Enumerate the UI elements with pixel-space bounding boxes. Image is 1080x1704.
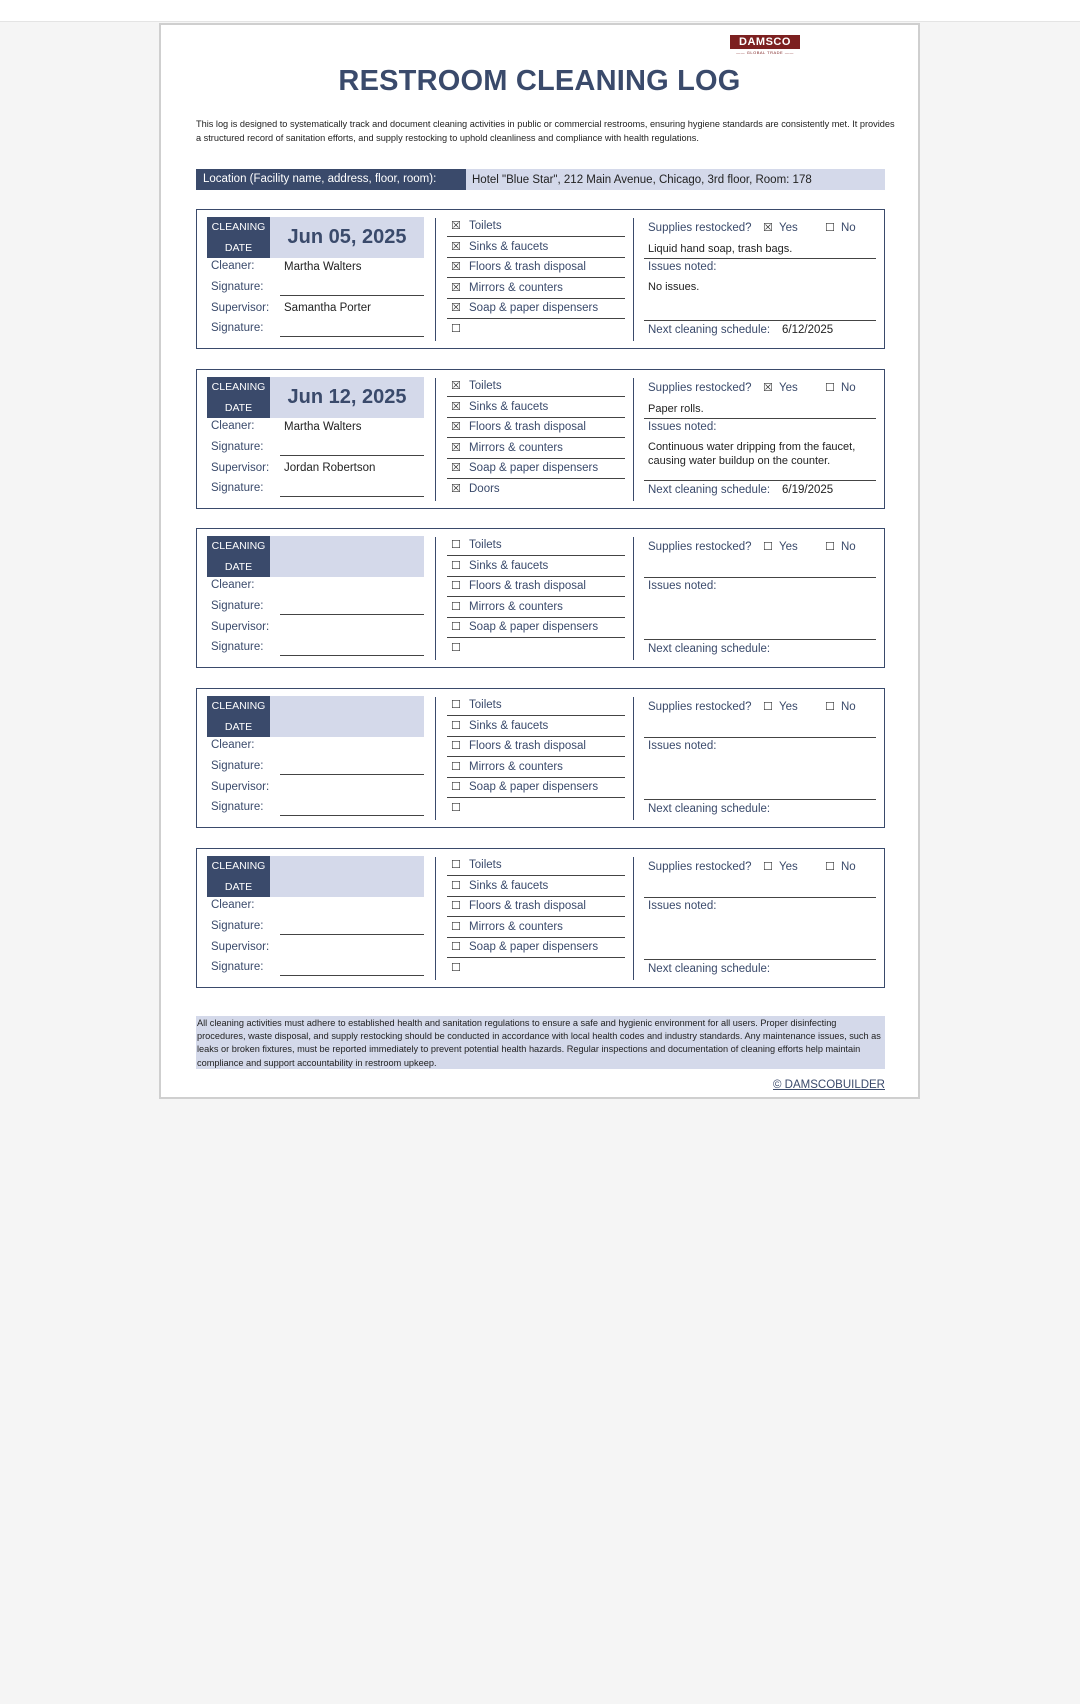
next-schedule-value[interactable]: 6/19/2025 [782,484,834,496]
column-divider [633,857,634,980]
task-label: Soap & paper dispensers [469,462,599,474]
checkbox-icon[interactable]: ☐ [451,720,461,732]
task-item[interactable] [447,897,625,917]
checkbox-icon[interactable]: ☐ [825,382,835,394]
cleaning-date-label [207,377,270,418]
task-label: Sinks & faucets [469,401,549,413]
cleaner-value[interactable]: Martha Walters [284,421,362,433]
log-entry-1 [196,209,885,349]
checkbox-icon[interactable]: ☐ [451,621,461,633]
signature-label: Signature: [211,600,264,612]
supervisor-value[interactable]: Jordan Robertson [284,462,376,474]
supervisor-value[interactable] [280,618,424,637]
task-label: Floors & trash disposal [469,900,586,912]
column-divider [633,537,634,660]
checkbox-icon[interactable]: ☐ [451,802,461,814]
column-divider [633,218,634,341]
signature-label: Signature: [211,441,264,453]
checkbox-icon[interactable]: ☐ [451,699,461,711]
checkbox-icon[interactable]: ☒ [451,442,461,454]
log-entry-2 [196,369,885,509]
checkbox-icon[interactable]: ☒ [451,220,461,232]
checkbox-icon[interactable]: ☐ [451,539,461,551]
task-item[interactable] [447,598,625,618]
task-label: Sinks & faucets [469,880,549,892]
supplies-restocked-row [648,218,876,238]
task-item[interactable] [447,717,625,737]
signature-label: Signature: [211,961,264,973]
column-divider [435,697,436,820]
logo-name: DAMSCO [730,35,800,49]
checkbox-icon[interactable]: ☒ [451,462,461,474]
supplies-label: Supplies restocked? [648,541,752,553]
task-item[interactable] [447,536,625,556]
supplies-restocked-row [648,537,876,557]
checkbox-icon[interactable]: ☐ [763,541,773,553]
next-schedule-label: Next cleaning schedule: [648,963,771,975]
task-item[interactable] [447,577,625,597]
checkbox-icon[interactable]: ☐ [451,580,461,592]
task-label: Mirrors & counters [469,761,563,773]
supervisor-signature-line[interactable] [280,797,424,816]
signature-label: Signature: [211,801,264,813]
task-item[interactable] [447,959,625,979]
checkbox-icon[interactable]: ☒ [451,421,461,433]
supervisor-value[interactable]: Samantha Porter [284,302,371,314]
supplies-label: Supplies restocked? [648,382,752,394]
checkbox-icon[interactable]: ☐ [825,701,835,713]
cleaner-signature-line[interactable] [280,916,424,935]
checkbox-icon[interactable]: ☒ [451,282,461,294]
checkbox-icon[interactable]: ☐ [451,880,461,892]
location-value[interactable]: Hotel "Blue Star", 212 Main Avenue, Chicago, 3rd floor, Room: 178 [472,173,812,186]
task-item[interactable] [447,877,625,897]
task-label: Mirrors & counters [469,442,563,454]
document-page [159,23,920,1099]
checkbox-icon[interactable]: ☒ [451,261,461,273]
task-label: Floors & trash disposal [469,740,586,752]
checkbox-icon[interactable]: ☐ [763,861,773,873]
supplies-restocked-row [648,857,876,877]
task-item[interactable] [447,320,625,340]
task-item[interactable] [447,217,625,237]
cleaner-label: Cleaner: [211,420,255,432]
no-option[interactable]: ☐ No [825,857,856,877]
issues-line [644,480,876,481]
issues-label: Issues noted: [648,261,717,273]
signature-label: Signature: [211,641,264,653]
supervisor-signature-line[interactable] [280,957,424,976]
cleaning-word: CLEANING [211,221,266,233]
checkbox-icon[interactable]: ☒ [451,401,461,413]
checkbox-icon[interactable]: ☐ [825,541,835,553]
task-item[interactable] [447,439,625,459]
supplies-text[interactable]: Paper rolls. [648,403,704,415]
issues-label: Issues noted: [648,900,717,912]
task-item[interactable] [447,639,625,659]
column-divider [435,218,436,341]
issues-text[interactable]: No issues. [648,281,700,293]
issues-line [644,639,876,640]
task-label: Soap & paper dispensers [469,621,599,633]
checkbox-icon[interactable]: ☐ [451,323,461,335]
cleaning-date-label [207,536,270,577]
cleaner-value[interactable] [280,897,424,916]
date-word: DATE [224,401,253,414]
task-label: Toilets [469,380,502,392]
cleaner-signature-line[interactable] [280,756,424,775]
cleaner-signature-line[interactable] [280,437,424,456]
checkbox-icon[interactable]: ☐ [451,900,461,912]
checkbox-icon[interactable]: ☐ [451,740,461,752]
supervisor-label: Supervisor: [211,941,270,953]
supplies-line [644,418,876,419]
date-word: DATE [224,720,253,733]
task-item[interactable] [447,258,625,278]
supervisor-value[interactable] [280,778,424,797]
supplies-line [644,897,876,898]
checkbox-icon[interactable]: ☐ [451,761,461,773]
task-item[interactable] [447,618,625,638]
supplies-label: Supplies restocked? [648,861,752,873]
task-item[interactable] [447,778,625,798]
task-label: Toilets [469,859,502,871]
checkbox-icon[interactable]: ☒ [451,483,461,495]
task-item[interactable] [447,459,625,479]
supervisor-label: Supervisor: [211,302,270,314]
next-schedule-label: Next cleaning schedule: [648,803,771,815]
task-label: Soap & paper dispensers [469,941,599,953]
yes-option[interactable]: ☒ Yes [763,218,798,238]
checkbox-icon[interactable]: ☐ [451,781,461,793]
no-option[interactable]: ☐ No [825,218,856,238]
cleaning-date-value[interactable]: Jun 12, 2025 [270,377,424,418]
next-schedule-label: Next cleaning schedule: [648,324,771,336]
supplies-label: Supplies restocked? [648,701,752,713]
task-item[interactable] [447,377,625,397]
footer-note: All cleaning activities must adhere to established health and sanitation regulations to ensure a safe and hygienic environment for all users. Proper disinfecting procedures, waste disposal, and supply restocking should be conducted in accordance with local health codes and industry standards. Any maintenance issues, such as leaks or broken fixtures, must be reported immediately to prevent potential health hazards. Regular inspections and documentation of cleaning efforts help maintain compliance and support accountability in restroom upkeep. [196,1016,885,1069]
log-entry-5 [196,848,885,988]
task-item[interactable] [447,938,625,958]
supplies-line [644,737,876,738]
checkbox-icon[interactable]: ☒ [451,241,461,253]
location-row [196,169,885,190]
task-item[interactable] [447,737,625,757]
supervisor-label: Supervisor: [211,621,270,633]
column-divider [435,857,436,980]
task-label: Toilets [469,699,502,711]
task-label: Mirrors & counters [469,601,563,613]
yes-option[interactable]: ☐ Yes [763,697,798,717]
task-item[interactable] [447,279,625,299]
checkbox-icon[interactable]: ☒ [763,382,773,394]
task-item[interactable] [447,918,625,938]
task-label: Soap & paper dispensers [469,302,599,314]
next-schedule-label: Next cleaning schedule: [648,643,771,655]
yes-option[interactable]: ☐ Yes [763,537,798,557]
cleaning-date-label [207,696,270,737]
column-divider [633,378,634,501]
date-word: DATE [224,880,253,893]
task-label: Sinks & faucets [469,720,549,732]
checkbox-icon[interactable]: ☐ [451,921,461,933]
cleaning-date-value[interactable] [270,856,424,897]
task-label: Doors [469,483,500,495]
task-label: Toilets [469,539,502,551]
copyright-link[interactable]: © DAMSCOBUILDER [773,1079,885,1091]
supplies-restocked-row [648,697,876,717]
cleaner-value[interactable]: Martha Walters [284,261,362,273]
task-item[interactable] [447,856,625,876]
supervisor-signature-line[interactable] [280,478,424,497]
signature-label: Signature: [211,482,264,494]
signature-label: Signature: [211,322,264,334]
cleaning-date-label [207,856,270,897]
checkbox-icon[interactable]: ☐ [451,642,461,654]
task-item[interactable] [447,758,625,778]
task-item[interactable] [447,238,625,258]
task-item[interactable] [447,557,625,577]
company-logo [730,35,800,55]
supervisor-signature-line[interactable] [280,637,424,656]
cleaning-date-label [207,217,270,258]
checkbox-icon[interactable]: ☒ [451,302,461,314]
column-divider [633,697,634,820]
column-divider [435,537,436,660]
yes-option[interactable]: ☐ Yes [763,857,798,877]
checkbox-icon[interactable]: ☐ [825,861,835,873]
cleaner-label: Cleaner: [211,739,255,751]
cleaning-word: CLEANING [211,381,266,393]
log-entry-4 [196,688,885,828]
supplies-restocked-row [648,378,876,398]
cleaner-value[interactable] [280,737,424,756]
no-option[interactable]: ☐ No [825,537,856,557]
checkbox-icon[interactable]: ☒ [763,222,773,234]
checkbox-icon[interactable]: ☐ [451,941,461,953]
date-word: DATE [224,560,253,573]
task-item[interactable] [447,398,625,418]
issues-label: Issues noted: [648,580,717,592]
issues-line [644,320,876,321]
date-word: DATE [224,241,253,254]
task-label: Floors & trash disposal [469,421,586,433]
viewer-top-bar [0,0,1080,22]
checkbox-icon[interactable]: ☐ [451,601,461,613]
issues-text[interactable]: Continuous water dripping from the faucet, causing water buildup on the counter. [648,441,856,467]
cleaning-date-value[interactable]: Jun 05, 2025 [270,217,424,258]
cleaner-signature-line[interactable] [280,277,424,296]
task-label: Sinks & faucets [469,560,549,572]
intro-text: This log is designed to systematically track and document cleaning activities in public or commercial restrooms, ensuring hygiene standards are consistently met. It provides a structured record of sanitation efforts, and supply restocking to uphold cleanliness and compliance with health regulations. [196,119,895,143]
cleaning-word: CLEANING [211,700,266,712]
task-label: Sinks & faucets [469,241,549,253]
task-label: Mirrors & counters [469,921,563,933]
checkbox-icon[interactable]: ☐ [451,859,461,871]
checkbox-icon[interactable]: ☒ [451,380,461,392]
logo-tagline: —— GLOBAL TRADE —— [736,50,794,55]
no-option[interactable]: ☐ No [825,378,856,398]
issues-label: Issues noted: [648,421,717,433]
checkbox-icon[interactable]: ☐ [451,962,461,974]
supplies-line [644,577,876,578]
task-label: Floors & trash disposal [469,261,586,273]
supervisor-value[interactable] [280,938,424,957]
task-label: Toilets [469,220,502,232]
next-schedule-label: Next cleaning schedule: [648,484,771,496]
column-divider [435,378,436,501]
task-item[interactable] [447,696,625,716]
cleaner-value[interactable] [280,577,424,596]
cleaning-date-value[interactable] [270,696,424,737]
supervisor-signature-line[interactable] [280,318,424,337]
log-entry-3 [196,528,885,668]
task-item[interactable] [447,799,625,819]
page-title: RESTROOM CLEANING LOG [338,65,741,97]
supervisor-label: Supervisor: [211,462,270,474]
issues-line [644,799,876,800]
supplies-text[interactable]: Liquid hand soap, trash bags. [648,243,793,255]
task-item[interactable] [447,418,625,438]
cleaner-signature-line[interactable] [280,596,424,615]
checkbox-icon[interactable]: ☐ [763,701,773,713]
supervisor-label: Supervisor: [211,781,270,793]
signature-label: Signature: [211,281,264,293]
checkbox-icon[interactable]: ☐ [451,560,461,572]
task-item[interactable] [447,480,625,500]
cleaning-word: CLEANING [211,860,266,872]
no-option[interactable]: ☐ No [825,697,856,717]
yes-option[interactable]: ☒ Yes [763,378,798,398]
task-label: Soap & paper dispensers [469,781,599,793]
next-schedule-value[interactable]: 6/12/2025 [782,324,834,336]
location-label: Location (Facility name, address, floor, room): [196,169,466,190]
task-label: Floors & trash disposal [469,580,586,592]
cleaning-date-value[interactable] [270,536,424,577]
task-label: Mirrors & counters [469,282,563,294]
supplies-label: Supplies restocked? [648,222,752,234]
checkbox-icon[interactable]: ☐ [825,222,835,234]
supplies-line [644,258,876,259]
issues-label: Issues noted: [648,740,717,752]
cleaner-label: Cleaner: [211,260,255,272]
task-item[interactable] [447,299,625,319]
signature-label: Signature: [211,920,264,932]
issues-line [644,959,876,960]
cleaner-label: Cleaner: [211,579,255,591]
signature-label: Signature: [211,760,264,772]
cleaning-word: CLEANING [211,540,266,552]
cleaner-label: Cleaner: [211,899,255,911]
